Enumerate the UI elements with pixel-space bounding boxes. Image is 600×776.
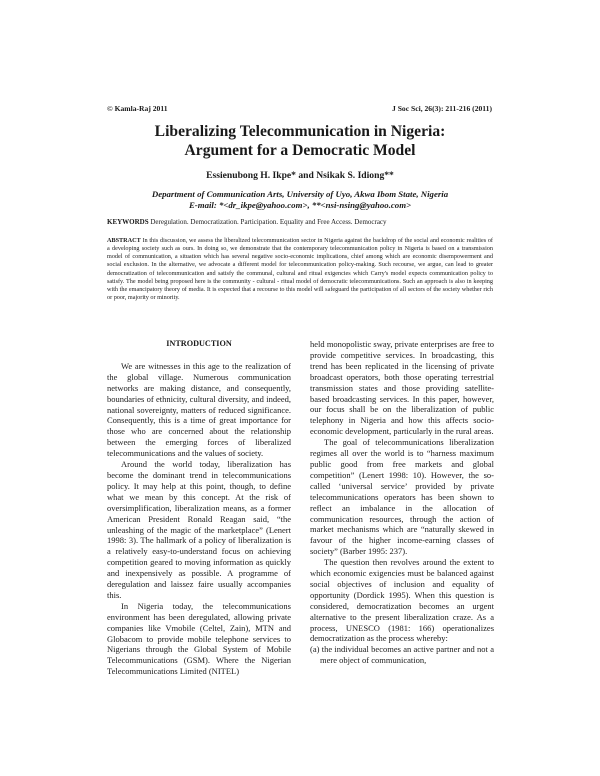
keywords-text: Deregulation. Democratization. Participation. Equality and Free Access. Democracy — [150, 218, 387, 226]
journal-citation: J Soc Sci, 26(3): 211-216 (2011) — [392, 104, 492, 113]
abstract-text: In this discussion, we assess the liberalized telecommunication sector in Nigeria against the backdrop of the social and economic realities of a developing society such as ours. In doing so, we demonstrate that the contemporary telecommunication policy in Nigeria is based on a transmission model of communication, a situation which has several negative socio-economic implications, chief among which are economic disempowerment and social exclusion. In the alternative, we advocate a different model for telecommunication policy-making. Such recourse, we argue, can lead to greater democratization of telecommunication and satisfy the communal, cultural and ritual exigencies which Carry's model expects communication policy to satisfy. The model being proposed here is the community - cultural - ritual model of democratic telecommunications. Such an approach is also in keeping with the emancipatory theory of media. It is expected that a recourse to this model will safeguard the participation of all sectors of the society whether rich or poor, majority or minority. — [107, 237, 493, 302]
journal-copyright: © Kamla-Raj 2011 — [107, 104, 168, 113]
keywords-label: KEYWORDS — [107, 218, 149, 226]
list-item: (a) the individual becomes an active partner and not a mere object of communication, — [310, 644, 494, 666]
body-paragraph: The question then revolves around the extent to which economic exigencies must be balanced against social objectives of inclusion and equality of opportunity (Dordick 1995). When this question is considered, democratization becomes an urgent alternative to the present liberalization craze. As a process, UNESCO (1981: 166) operationalizes democratization as the process whereby: — [310, 557, 494, 644]
body-paragraph: held monopolistic sway, private enterprises are free to provide competitive services. In broadcasting, this trend has been replicated in the licensing of private broadcast operators, both those operating terrestrial transmission states and those providing satellite-based broadcasting services. In this paper, however, our focus shall be on the liberalization of public telephony in Nigeria and how this affects socio-economic development, particularly in the rural areas. — [310, 339, 494, 437]
body-column-left — [107, 339, 291, 677]
affiliation-email: E-mail: *<dr_ikpe@yahoo.com>, **<nsi-nsing@yahoo.com> — [188, 200, 412, 210]
abstract-block — [107, 237, 493, 302]
keywords-block — [107, 218, 493, 227]
body-paragraph: The goal of telecommunications liberalization regimes all over the world is to “harness maximum public good from free markets and global competition” (Lenert 1998: 10). However, the so-called ‘universal service’ provided by private telecommunications operators has been shown to reflect an imbalance in the allocation of communication resources, through the action of market mechanisms which are “naturally skewed in favour of the higher income-earning classes of society” (Barber 1995: 237). — [310, 437, 494, 557]
paper-title — [100, 122, 500, 160]
abstract-label: ABSTRACT — [107, 237, 141, 244]
paper-title-line-2: Argument for a Democratic Model — [184, 142, 416, 159]
section-heading: INTRODUCTION — [166, 339, 232, 348]
body-column-right — [310, 339, 494, 666]
author-affiliation — [100, 189, 500, 211]
body-paragraph: In Nigeria today, the telecommunications environment has been deregulated, allowing private companies like Vmobile (Celtel, Zain), MTN and Globacom to provide mobile telephone services to Nigerians through the Global System of Mobile Telecommunications (GSM). Where the Nigerian Telecommunications Limited (NITEL) — [107, 600, 291, 677]
body-paragraph: Around the world today, liberalization has become the dominant trend in telecommunications policy. It may help at this point, though, to define what we mean by this concept. At the risk of oversimplification, liberalization means, as a former American President Ronald Reagan said, “the unleashing of the magic of the marketplace” (Lenert 1998: 3). The hallmark of a policy of liberalization is a relatively easy-to-understand focus on achieving competition geared to moving information as quickly and inexpensively as possible. A programme of deregulation and laissez faire usually accompanies this. — [107, 459, 291, 600]
paper-title-line-1: Liberalizing Telecommunication in Nigeria: — [154, 123, 446, 140]
paper-authors: Essienubong H. Ikpe* and Nsikak S. Idiong** — [206, 170, 394, 181]
body-paragraph: We are witnesses in this age to the realization of the global village. Numerous communication networks are making distance, and consequently, boundaries of ethnicity, cultural diversity, and indeed, national sovereignty, matters of reduced significance. Consequently, this is a time of great importance for those who are concerned about the relationship between the emerging forces of liberalized telecommunications and the values of society. — [107, 360, 291, 459]
affiliation-institution: Department of Communication Arts, University of Uyo, Akwa Ibom State, Nigeria — [151, 189, 449, 199]
